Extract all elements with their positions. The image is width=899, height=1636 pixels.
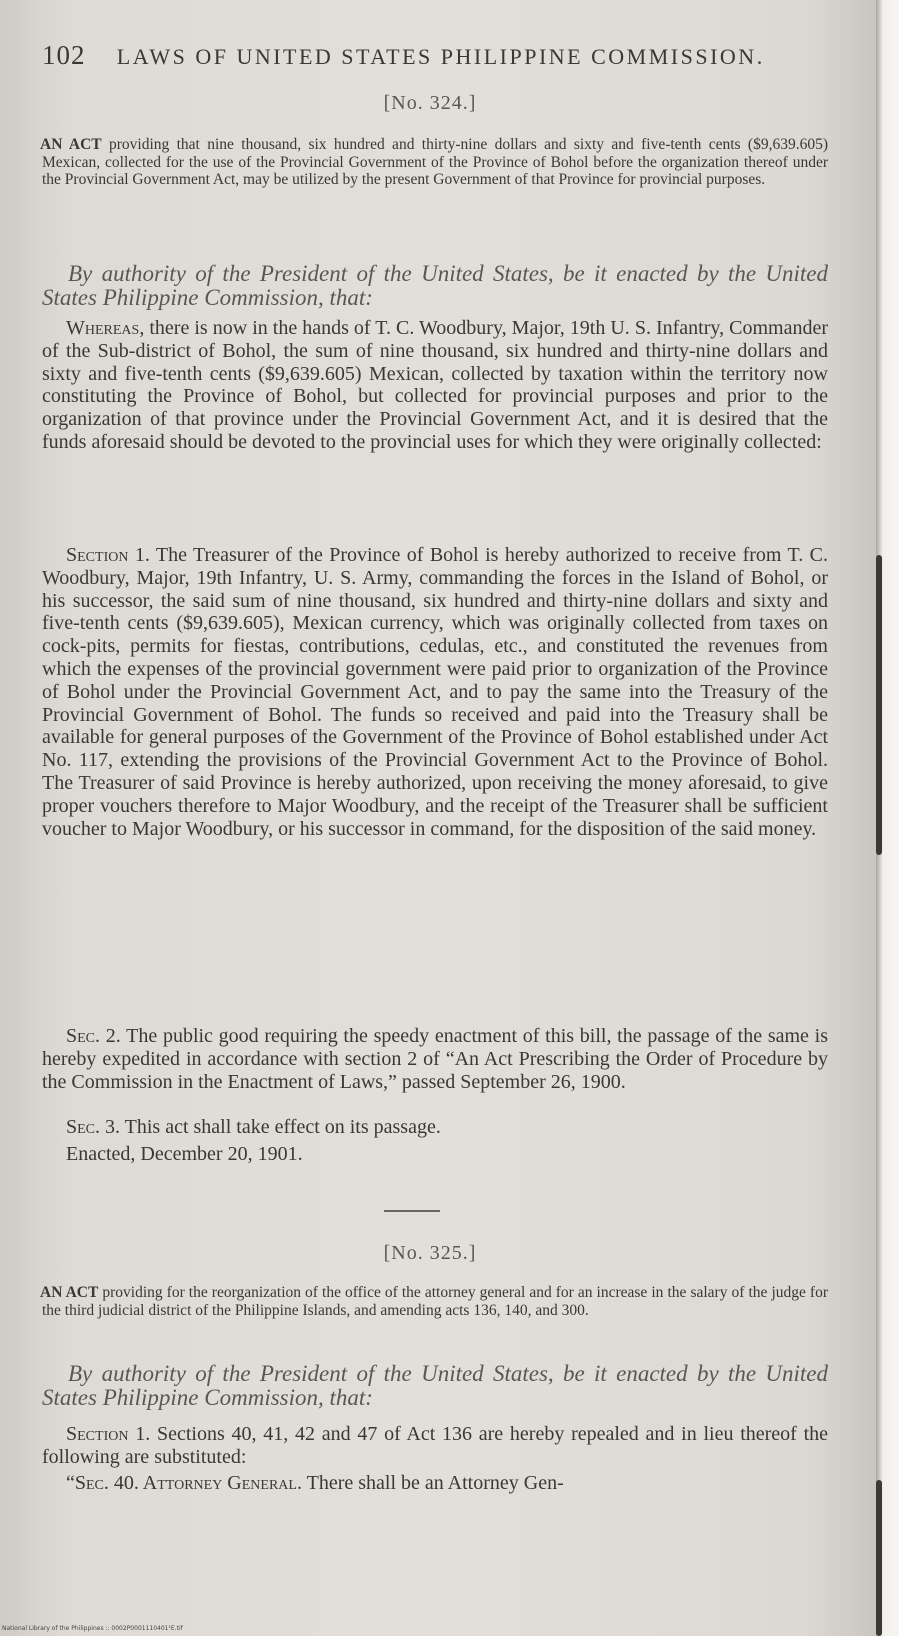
act-324-section-1 <box>42 544 828 840</box>
section-3-lead: Sec. 3. <box>66 1116 121 1138</box>
act-324-whereas <box>42 317 828 454</box>
act-325-enacting-clause: By authority of the President of the United States, be it enacted by the United States Philippine Commission, that: <box>42 1361 828 1410</box>
page-header <box>42 40 842 71</box>
act-324-section-3 <box>42 1116 828 1139</box>
act-325-section-1-text: Sections 40, 41, 42 and 47 of Act 136 are hereby repealed and in lieu thereof the following are substituted: <box>42 1423 829 1468</box>
act-324-section-2 <box>42 1025 828 1093</box>
section-2-text: The public good requiring the speedy enactment of this bill, the passage of the same is hereby expedited in accordance with section 2 of “An Act Prescribing the Order of Procedure by the Commission in the Enactment of Laws,” passed September 26, 1900. <box>42 1025 828 1093</box>
act-325-number: [No. 325.] <box>383 1242 477 1264</box>
page-number: 102 <box>42 40 86 70</box>
act-324-number: [No. 324.] <box>383 92 477 114</box>
whereas-text: , there is now in the hands of T. C. Woodbury, Major, 19th U. S. Infantry, Commander of the Sub-district of Bohol, the sum of nine thousand, six hundred and thirty-nine dollars and sixty and five-tenth cents ($9,639.605) Mexican, collected by taxation within the territory now constituting the Province of Bohol, but collected for provincial purposes and prior to the organization of that province under the Provincial Government Act, and it is desired that the funds aforesaid should be devoted to the provincial uses for which they were originally collected: <box>42 317 828 453</box>
scan-source-caption: National Library of the Philippines :: 0002P0001110401¹E.tif <box>2 1625 183 1632</box>
act-324-summary-text: providing that nine thousand, six hundred and thirty-nine dollars and sixty and five-tenth cents ($9,639.605) Mexican, collected for the use of the Provincial Government of the Province of Bohol before the organization thereof under the Provincial Government Act, may be utilized by the present Government of that Province for provincial purposes. <box>42 136 828 188</box>
section-40-text: There shall be an Attorney Gen- <box>301 1472 564 1494</box>
act-325-section-1-lead: Section 1. <box>66 1423 151 1445</box>
act-324-summary-lead: AN ACT <box>40 136 102 153</box>
running-title: LAWS OF UNITED STATES PHILIPPINE COMMISSION. <box>116 44 765 69</box>
page-edge <box>876 0 899 1636</box>
section-1-lead: Section 1. <box>66 544 150 566</box>
act-325-section-1 <box>42 1423 828 1469</box>
section-3-text: This act shall take effect on its passage. <box>120 1116 441 1138</box>
act-324-summary <box>42 136 828 189</box>
whereas-lead: Whereas <box>66 317 140 339</box>
act-325-summary-text: providing for the reorganization of the office of the attorney general and for an increase in the salary of the judge for the third judicial district of the Philippine Islands, and amending acts 136, 140, and 300. <box>42 1284 828 1319</box>
binding-shadow <box>876 555 882 855</box>
section-2-lead: Sec. 2. <box>66 1025 121 1047</box>
binding-shadow-lower <box>876 1480 882 1636</box>
section-divider <box>384 1210 440 1212</box>
section-40-lead: “Sec. 40. Attorney General. <box>66 1472 302 1494</box>
act-324-enacted-date: Enacted, December 20, 1901. <box>66 1143 303 1165</box>
act-325-summary-lead: AN ACT <box>40 1284 99 1301</box>
act-325-summary <box>42 1284 828 1319</box>
act-325-section-40 <box>42 1472 828 1495</box>
section-1-text: The Treasurer of the Province of Bohol is hereby authorized to receive from T. C. Woodbury, Major, 19th Infantry, U. S. Army, commanding the forces in the Island of Bohol, or his successor, the said sum of nine thousand, six hundred and thirty-nine dollars and sixty and five-tenth cents ($9,639.605), Mexican currency, which was originally collected from taxes on cock-pits, permits for fiestas, contributions, cedulas, etc., and constituted the revenues from which the expenses of the provincial government were paid prior to organization of the Province of Bohol under the Provincial Government Act, and to pay the same into the Treasury of the Provincial Government of Bohol. The funds so received and paid into the Treasury shall be available for general purposes of the Government of the Province of Bohol established under Act No. 117, extending the provisions of the Provincial Government Act to the Province of Bohol. The Treasurer of said Province is hereby authorized, upon receiving the money aforesaid, to give proper vouchers therefore to Major Woodbury, and the receipt of the Treasurer shall be sufficient voucher to Major Woodbury, or his successor in command, for the disposition of the said money. <box>42 544 828 840</box>
act-324-enacting-clause: By authority of the President of the United States, be it enacted by the United States Philippine Commission, that: <box>42 261 828 310</box>
